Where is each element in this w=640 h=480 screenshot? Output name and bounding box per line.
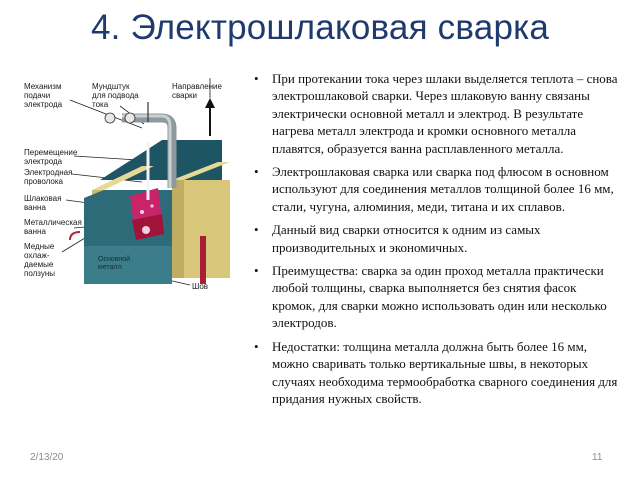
bullet-text: Данный вид сварки относится к одним из самых производительных и экономичных. <box>272 222 541 255</box>
bullet-dot-icon: • <box>254 71 259 86</box>
bullet-item <box>250 70 620 157</box>
metal-droplet <box>142 226 150 234</box>
label-welding-direction: Направление сварки <box>172 82 222 100</box>
bullet-text: Преимущества: сварка за один проход металла практически любой толщины, сварка выполняется без снятия фасок кромок, для сварки можно использовать один или несколько электродов. <box>272 263 607 331</box>
copper-slider-back <box>100 140 222 180</box>
bullet-text: При протекании тока через шлаки выделяется теплота – снова электрошлаковой сварки. Через шлаковую ванну связаны электрически основной металл и электрод. В результате нагрева металл электрода и кромки основного металла плавятся, образуется ванна расплавленного металла. <box>272 71 618 156</box>
bullet-item <box>250 262 620 332</box>
label-seam: Шов <box>192 282 209 291</box>
slag-bubble <box>150 204 153 207</box>
label-electrode-movement: Перемещение электрода <box>24 148 78 166</box>
bullet-item <box>250 338 620 408</box>
base-metal-right-side <box>172 180 184 278</box>
bullet-dot-icon: • <box>254 263 259 279</box>
bullet-list <box>250 70 620 413</box>
bullet-dot-icon: • <box>254 164 259 180</box>
slag-bubble <box>140 210 144 214</box>
cooling-pipe-right <box>200 236 206 284</box>
bullet-text: Электрошлаковая сварка или сварка под флюсом в основном используют для соединения металлов толщиной более 16 мм, стали, чугуна, алюминия, меди, титана и их сплавов. <box>272 164 614 214</box>
bullet-item <box>250 163 620 215</box>
label-slag-pool: Шлаковая ванна <box>24 194 62 212</box>
feed-roller-icon <box>125 113 135 123</box>
base-metal-right <box>184 180 230 278</box>
feed-roller-icon <box>105 113 115 123</box>
slide-title: 4. Электрошлаковая сварка <box>90 8 550 47</box>
label-mouthpiece: Мундштук для подвода тока <box>92 82 139 109</box>
label-copper-sliders: Медные охлаж- даемые ползуны <box>24 242 56 278</box>
label-electrode-wire: Электродная проволока <box>24 168 73 186</box>
label-metal-pool: Металлическая ванна <box>24 218 82 236</box>
label-base-metal: Основной металл <box>98 256 131 271</box>
slide-page-number: 11 <box>592 452 603 463</box>
slide-date: 2/13/20 <box>30 452 64 463</box>
arrow-head-left-icon <box>124 145 130 151</box>
bullet-dot-icon: • <box>254 338 259 354</box>
bullet-item <box>250 221 620 256</box>
label-feed-mechanism: Механизм подачи электрода <box>24 82 63 109</box>
bullet-dot-icon: • <box>254 222 259 238</box>
bullet-text: Недостатки: толщина металла должна быть более 16 мм, можно сваривать только вертикальные швы, в некоторых случаях необходима термообработка сварного соединения для придания нужных свойств. <box>272 338 618 406</box>
electroslag-welding-diagram <box>22 70 254 300</box>
